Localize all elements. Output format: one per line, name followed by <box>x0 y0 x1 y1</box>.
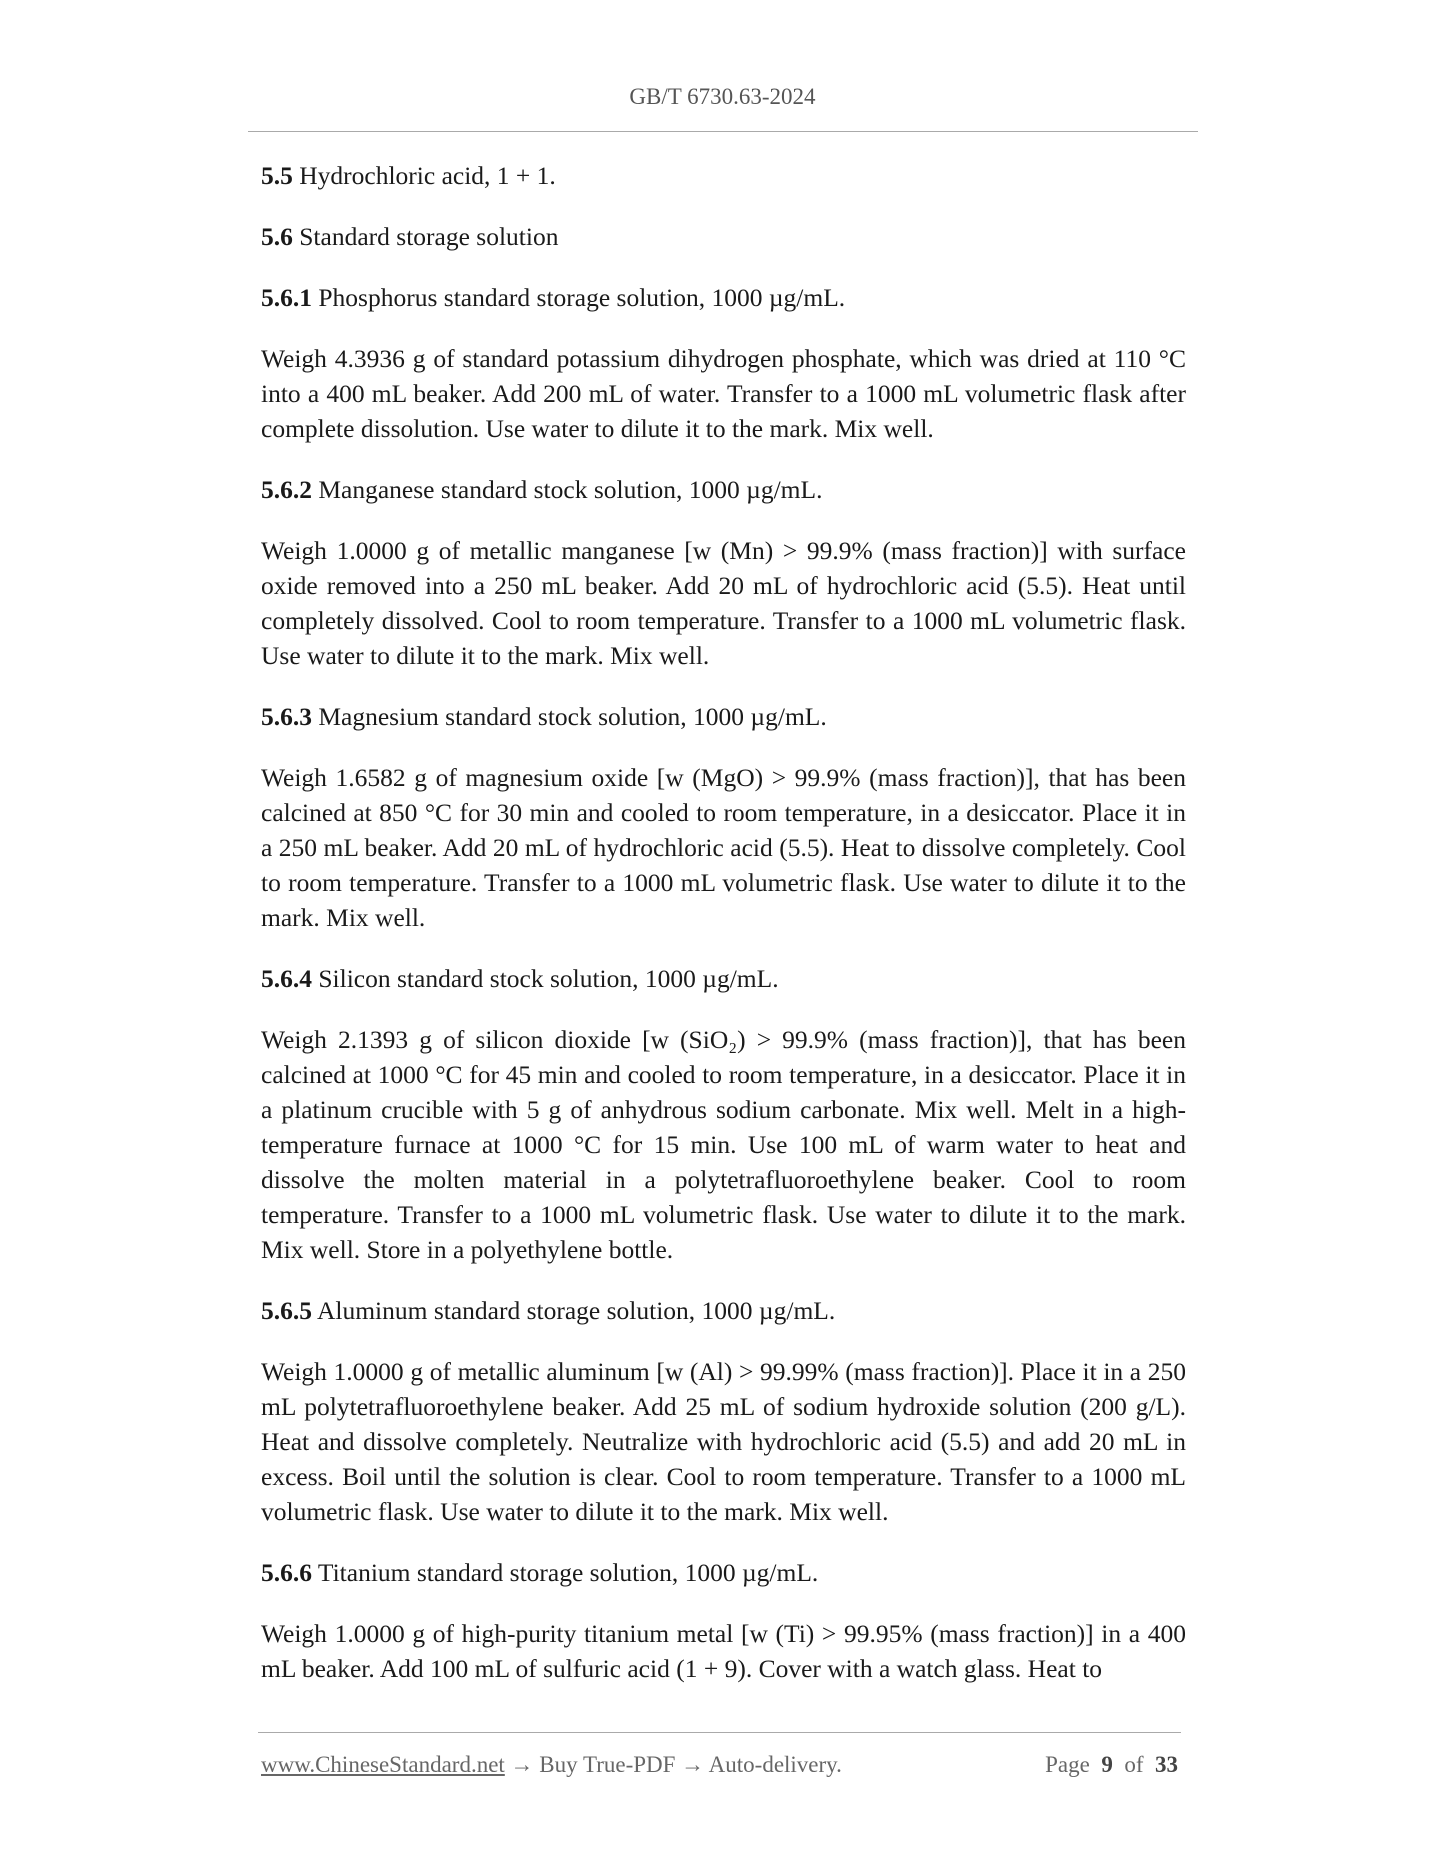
section-heading <box>261 1555 1186 1590</box>
paragraph: Weigh 1.0000 g of high-purity titanium metal [w (Ti) > 99.95% (mass fraction)] in a 400 mL beaker. Add 100 mL of sulfuric acid (1 + 9). Cover with a watch glass. Heat to <box>261 1619 1186 1683</box>
section-heading <box>261 158 1186 193</box>
document-body <box>261 158 1186 1712</box>
paragraph: Weigh 1.0000 g of metallic aluminum [w (Al) > 99.99% (mass fraction)]. Place it in a 250 mL polytetrafluoroethylene beaker. Add 25 mL of sodium hydroxide solution (200 g/L). Heat and dissolve completely. Neutralize with hydrochloric acid (5.5) and add 20 mL in excess. Boil until the solution is clear. Cool to room temperature. Transfer to a 1000 mL volumetric flask. Use water to dilute it to the mark. Mix well. <box>261 1357 1186 1526</box>
paragraph: Weigh 2.1393 g of silicon dioxide [w (SiO₂) > 99.9% (mass fraction)], that has been calcined at 1000 °C for 45 min and cooled to room temperature, in a desiccator. Place it in a platinum crucible with 5 g of anhydrous sodium carbonate. Mix well. Melt in a high-temperature furnace at 1000 °C for 15 min. Use 100 mL of warm water to heat and dissolve the molten material in a polytetrafluoroethylene beaker. Cool to room temperature. Transfer to a 1000 mL volumetric flask. Use water to dilute it to the mark. Mix well. Store in a polyethylene bottle. <box>261 1025 1186 1264</box>
section-title: Manganese standard stock solution, 1000 µg/mL. <box>318 475 823 504</box>
section-heading <box>261 961 1186 996</box>
page-number <box>1045 1752 1178 1778</box>
section-number: 5.5 <box>261 161 293 190</box>
section-number: 5.6.5 <box>261 1296 312 1325</box>
section-number: 5.6.6 <box>261 1558 312 1587</box>
section-title: Silicon standard stock solution, 1000 µg/mL. <box>318 964 779 993</box>
footer-tagline: → Buy True-PDF → Auto-delivery. <box>510 1752 842 1777</box>
section-number: 5.6 <box>261 222 293 251</box>
section-title: Titanium standard storage solution, 1000 µg/mL. <box>317 1558 819 1587</box>
document-title: GB/T 6730.63-2024 <box>629 84 816 109</box>
section-heading <box>261 699 1186 734</box>
section-title: Magnesium standard stock solution, 1000 µg/mL. <box>318 702 827 731</box>
page-label: Page <box>1045 1752 1090 1777</box>
section-title: Phosphorus standard storage solution, 1000 µg/mL. <box>318 283 846 312</box>
section-heading <box>261 219 1186 254</box>
section-number: 5.6.4 <box>261 964 312 993</box>
paragraph: Weigh 1.0000 g of metallic manganese [w (Mn) > 99.9% (mass fraction)] with surface oxide removed into a 250 mL beaker. Add 20 mL of hydrochloric acid (5.5). Heat until completely dissolved. Cool to room temperature. Transfer to a 1000 mL volumetric flask. Use water to dilute it to the mark. Mix well. <box>261 536 1186 670</box>
section-title: Aluminum standard storage solution, 1000 µg/mL. <box>316 1296 836 1325</box>
page-header <box>0 84 1445 110</box>
section-number: 5.6.2 <box>261 475 312 504</box>
section-number: 5.6.1 <box>261 283 312 312</box>
header-divider <box>248 131 1198 132</box>
section-title: Standard storage solution <box>299 222 559 251</box>
footer-left <box>261 1752 842 1778</box>
section-number: 5.6.3 <box>261 702 312 731</box>
page-total: 33 <box>1155 1752 1178 1777</box>
paragraph: Weigh 1.6582 g of magnesium oxide [w (MgO) > 99.9% (mass fraction)], that has been calcined at 850 °C for 30 min and cooled to room temperature, in a desiccator. Place it in a 250 mL beaker. Add 20 mL of hydrochloric acid (5.5). Heat to dissolve completely. Cool to room temperature. Transfer to a 1000 mL volumetric flask. Use water to dilute it to the mark. Mix well. <box>261 763 1186 932</box>
section-title: Hydrochloric acid, 1 + 1. <box>299 161 556 190</box>
section-heading <box>261 472 1186 507</box>
page-footer <box>261 1752 1178 1778</box>
footer-divider <box>258 1732 1181 1733</box>
section-heading <box>261 1293 1186 1328</box>
section-heading <box>261 280 1186 315</box>
page-current: 9 <box>1101 1752 1113 1777</box>
page-of: of <box>1124 1752 1144 1777</box>
website-link[interactable]: www.ChineseStandard.net <box>261 1752 505 1777</box>
paragraph: Weigh 4.3936 g of standard potassium dihydrogen phosphate, which was dried at 110 °C into a 400 mL beaker. Add 200 mL of water. Transfer to a 1000 mL volumetric flask after complete dissolution. Use water to dilute it to the mark. Mix well. <box>261 344 1186 443</box>
